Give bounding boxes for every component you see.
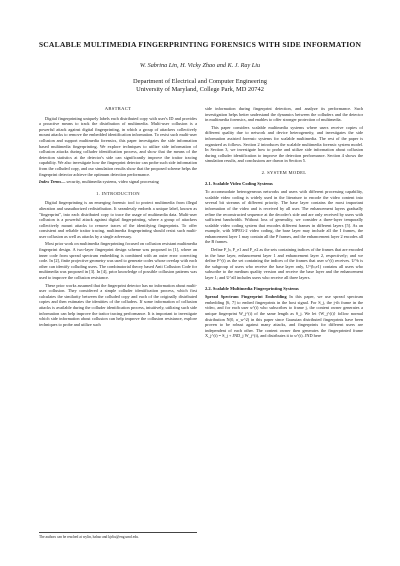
index-terms-label: Index Terms—	[39, 179, 66, 185]
paper-affiliation	[0, 78, 400, 95]
introduction-heading: 1. INTRODUCTION	[96, 190, 140, 196]
affiliation-department: Department of Electrical and Computer Engineering	[133, 78, 267, 85]
affiliation-university: University of Maryland, College Park, MD 20742	[136, 86, 264, 94]
introduction-paragraph: Most prior work on multimedia fingerprinting focused on collusion resistant multimedia fingerprint design. A two-layer fingerprint design scheme was proposed in [1], where an inner code from spread spectrum embedding is combined with an outer error correcting code. In [2], finite projective geometry was used to generate codes whose overlap with each other can identify colluding users. The combinatorial theory based Anti Collusion Code for multimedia was proposed in [3]. In [4], prior knowledge of possible collusion patterns was used to improve the collusion resistance.	[39, 241, 197, 281]
body-paragraph: Define F_b, F_e1 and F_e2 as the sets containing indices of the frames that are encoded in the base layer, enhancement layer 1 and enhancement layer 2, respectively; and we define F^(i) as the set containing the indices of the frames that user u^(i) receives. U^b is the subgroup of users who receive the base layer only, U^(b,e1) contains all users who subscribe to the medium quality version and receive the base layer and the enhancement layer 1; and U^all includes users who receive all three layers.	[205, 247, 363, 281]
body-paragraph: To accommodate heterogeneous networks and users with different processing capability, scalable video coding is widely used in the literature to encode the video content into several bit streams of different priority. The base layer contains the most important information of the video and is received by all user. The enhancement layers gradually refine the reconstructed sequence at the decoder's side and are only received by users with sufficient bandwidth. Without loss of generality, we consider a three-layer temporally scalable video coding system that encodes different frames in different layers [5]. As an example, with MPEG-2 video coding, the base layer may include all the I frames, the enhancement layer 1 may contain all the P frames, and the enhancement layer 2 encodes all the B frames.	[205, 189, 363, 245]
subsection-heading: 2.2. Scalable Multimedia Fingerprinting Systems	[205, 285, 299, 291]
introduction-continued: side information during fingerprint detection, and analyze its performance. Such investigation helps better understand the dynamics between the colluders and the detector in multimedia forensics, and enables to offer stronger protection of multimedia.	[205, 106, 363, 123]
introduction-paragraph: Digital fingerprinting is an emerging forensic tool to protect multimedia from illegal alteration and unauthorized redistribution. It seamlessly embeds a unique label, known as "fingerprint", into each distributed copy to trace the usage of multimedia data. Multi-user collusion is a powerful attack against digital fingerprinting, where a group of attackers collectively mount attacks to remove traces of the identifying fingerprints. To offer consistent and reliable traitor tracing, multimedia fingerprinting should resist such multi-user collusion as well as attacks by a single adversary.	[39, 200, 197, 239]
abstract-text: Digital fingerprinting uniquely labels each distributed copy with user's ID and provides a proactive means to track the distribution of multimedia. Multi-user collusion is a powerful attack against digital fingerprinting, in which a group of attackers collectively mount attacks to remove the embedded identification information. To resist such multi-user collusion and support multimedia forensics, this paper investigates the side information based multimedia fingerprinting. We explore techniques to utilize side information of collusion attacks during colluder identification process, and show that the means of the detection statistics at the detector's side can significantly improve the traitor tracing capability. We also investigate how the fingerprint detector can probe such side information from the colluded copy, and our simulation results show that the proposed scheme helps the fingerprint detector achieve the optimum detection performance.	[39, 115, 197, 177]
body-paragraph	[205, 294, 363, 339]
left-column	[39, 106, 197, 329]
introduction-paragraph: This paper considers scalable multimedia systems where users receive copies of different quality due to network and device heterogeneity, and investigates the side information assisted forensic systems for scalable multimedia. The rest of the paper is organized as follows. Section 2 introduces the scalable multimedia forensic system model. In Section 3, we investigate how to probe and utilize side information about collusion during colluder identification to improve the detection performance. Section 4 shows the simulation results, and conclusions are drawn in Section 5.	[205, 124, 363, 164]
abstract-heading: ABSTRACT	[104, 106, 132, 111]
right-column	[205, 106, 363, 341]
index-terms	[39, 179, 197, 185]
system-model-heading: 2. SYSTEM MODEL	[261, 169, 307, 175]
introduction-paragraph: These prior works assumed that the fingerprint detector has no information about multi-user collusion. They considered a simple colluder identification process, which first calculates the similarity between the colluded copy and each of the originally distributed copies and then estimates the identities of the colluders. If some information of collusion attacks is available during the colluder identification process, intuitively, utilizing such side information can help improve the traitor tracing performance. It is important to investigate which side information about collusion can help improve the collusion resistance, explore techniques to probe and utilize such	[39, 282, 197, 327]
paper-title: SCALABLE MULTIMEDIA FINGERPRINTING FORENSICS WITH SIDE INFORMATION	[38, 40, 362, 49]
run-in-heading: Spread Spectrum Fingerprint Embedding	[205, 294, 287, 300]
author-footnote: The authors can be reached at wylin, hzhao and kjrliu@eng.umd.edu.	[39, 532, 197, 540]
paper-authors: W. Sabrina Lin, H. Vicky Zhao and K. J. Ray Liu	[139, 62, 261, 69]
index-terms-text: security, multimedia systems, video signal processing	[65, 179, 159, 185]
body-paragraph-text: In this paper, we use spread spectrum embedding [6, 7] to embed fingerprints in the host signal. For S_j, the j-th frame in the video, and for each user u^(i) who subscribes to frame j, the content owner generates a unique fingerprint W_j^(i) of the same length as S_j. We let {W_j^(i)} follow normal distribution N(0, σ_w^2) in this paper since Gaussian distributed fingerprints have been proven to be robust against many attacks, and fingerprints for different users are independent of each other. The content owner then generates the fingerprinted frame X_j^(i) = S_j + JND_j W_j^(i), and distributes it to u^(i). JND here	[205, 294, 363, 339]
subsection-heading: 2.1. Scalable Video Coding Systems	[205, 180, 273, 186]
